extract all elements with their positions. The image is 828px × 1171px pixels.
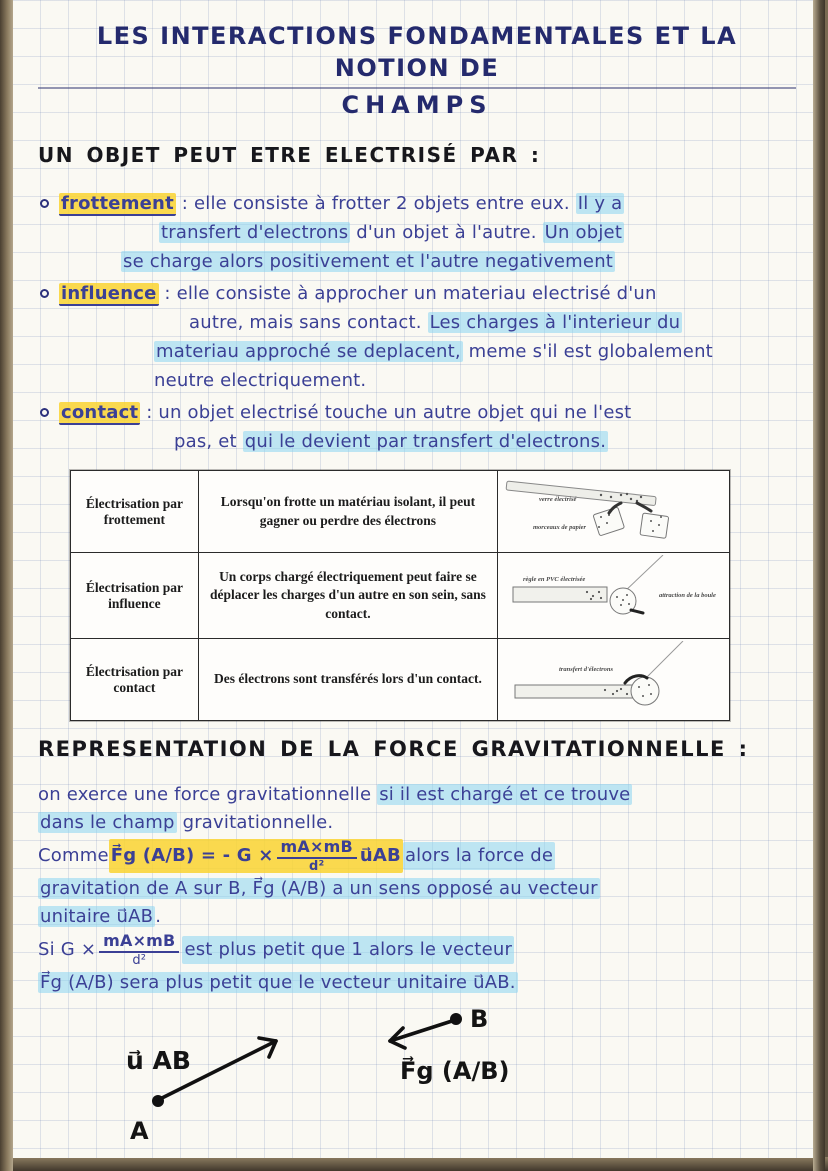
text-segment: pas, et [174,431,243,452]
point-a-label: A [130,1117,149,1145]
table-row-label: Électrisation par frottement [71,471,199,553]
point-b-dot [450,1013,462,1025]
term-contact: contact [61,402,139,423]
separator: : [175,193,194,214]
formula-fraction [277,839,357,873]
figure-label: transfert d'électrons [559,666,614,673]
grav-line-1 [38,781,796,809]
text-segment-highlighted: dans le champ [40,812,175,833]
figure-label: morceaux de papier [533,524,587,531]
formula-rhs: u⃗AB [359,845,401,866]
figure-label: attraction de la boule [659,592,717,599]
formula-fraction [99,933,179,967]
contact-line-2 [59,427,631,456]
grav-line-5 [38,903,796,931]
text-segment-highlighted: Les charges à l'interieur du [429,312,681,333]
figure-label: règle en PVC électrisée [523,576,586,583]
text-segment: elle consiste à frotter 2 objets entre eux. [193,193,576,214]
text-segment: neutre electriquement. [154,370,367,391]
bullet-marker-icon [40,289,49,298]
figure-influence [497,553,729,639]
text-segment: d'un objet à l'autre. [350,222,543,243]
figure-label: verre électrisé [539,496,577,503]
figure-contact [497,639,729,721]
contact-line-1 [59,398,631,427]
influence-line-4 [59,366,713,395]
fg-vector-label: F⃗g (A/B) [400,1057,510,1085]
table-row-label: Électrisation par influence [71,553,199,639]
text-segment-highlighted: est plus petit que 1 alors le vecteur [182,936,514,964]
table-row-description: Lorsqu'on frotte un matériau isolant, il peut gagner ou perdre des électrons [198,471,497,553]
gravitation-paragraph [38,781,796,997]
influence-line-3 [59,337,713,366]
page-title-line1: LES INTERACTIONS FONDAMENTALES ET LA NOTION DE [38,20,796,89]
page-left-edge [0,0,13,1171]
page-title [38,20,796,121]
grav-line-6 [38,931,796,969]
influence-line-1 [59,279,713,308]
fraction-numerator: mA×mB [99,933,179,953]
grav-line-2 [38,809,796,837]
text-segment: un objet electrisé touche un autre objet qui ne l'est [158,402,632,423]
electrisation-table [70,470,730,721]
text-segment-highlighted: alors la force de [403,842,555,870]
frottement-line-3 [59,247,624,276]
fraction-denominator: d² [309,859,325,874]
bullet-influence [38,279,796,395]
vector-diagram [68,1001,728,1161]
text-segment-highlighted: transfert d'electrons [161,222,349,243]
uab-vector-label: u⃗ AB [126,1046,191,1075]
text-segment: meme s'il est globalement [462,341,713,362]
table-row [71,639,730,721]
text-segment-highlighted: gravitation de A sur B, F⃗g (A/B) a un sens opposé au vecteur [40,878,598,899]
influence-line-2 [59,308,713,337]
table-row-description: Des électrons sont transférés lors d'un contact. [198,639,497,721]
page-right-edge [813,0,825,1171]
text-segment-highlighted: materiau approché se deplacent, [156,341,461,362]
grav-formula-line [38,837,796,875]
frottement-line-1 [59,189,624,218]
influence-diagram-image [501,555,725,631]
text-segment-highlighted: Il y a [577,193,623,214]
text-segment: . [155,906,162,927]
text-segment: Si G × [38,939,97,960]
text-segment: autre, mais sans contact. [189,312,428,333]
table-row-description: Un corps chargé électriquement peut faire se déplacer les charges d'un autre en son sein, sans contact. [198,553,497,639]
electrisation-bullet-list [38,189,796,456]
formula-lhs: F⃗g (A/B) = - G × [110,845,274,866]
section-electrisation-heading: UN OBJET PEUT ETRE ELECTRISÉ PAR : [38,143,541,167]
text-segment: Comme [38,845,109,866]
table-row [71,553,730,639]
text-segment-highlighted: qui le devient par transfert d'electrons. [244,431,607,452]
bullet-marker-icon [40,199,49,208]
separator: : [140,402,159,423]
graph-paper-page [12,0,814,1158]
fraction-numerator: mA×mB [277,839,357,859]
text-segment-highlighted: F⃗g (A/B) sera plus petit que le vecteur unitaire u⃗AB. [40,972,516,993]
text-segment: gravitationnelle. [176,812,334,833]
bullet-contact [38,398,796,456]
fraction-denominator: d² [132,953,147,968]
grav-line-7 [38,969,796,997]
section-gravitation-heading: REPRESENTATION DE LA FORCE GRAVITATIONNELLE : [38,737,749,761]
grav-line-4 [38,875,796,903]
page-title-line2: CHAMPS [341,91,493,119]
bullet-frottement [38,189,796,276]
text-segment: on exerce une force gravitationnelle [38,784,378,805]
term-frottement: frottement [61,193,174,214]
text-segment-highlighted: unitaire u⃗AB [40,906,154,927]
contact-diagram-image [501,641,725,713]
text-segment-highlighted: Un objet [544,222,623,243]
table-row [71,471,730,553]
table-row-label: Électrisation par contact [71,639,199,721]
separator: : [158,283,177,304]
text-segment-highlighted: se charge alors positivement et l'autre negativement [123,251,614,272]
term-influence: influence [61,283,157,304]
frottement-diagram-image [501,473,725,545]
figure-frottement [497,471,729,553]
point-b-label: B [470,1005,489,1033]
text-segment-highlighted: si il est chargé et ce trouve [379,784,631,805]
gravitation-formula [109,839,403,873]
frottement-line-2 [59,218,624,247]
text-segment: elle consiste à approcher un materiau electrisé d'un [176,283,657,304]
bullet-marker-icon [40,408,49,417]
